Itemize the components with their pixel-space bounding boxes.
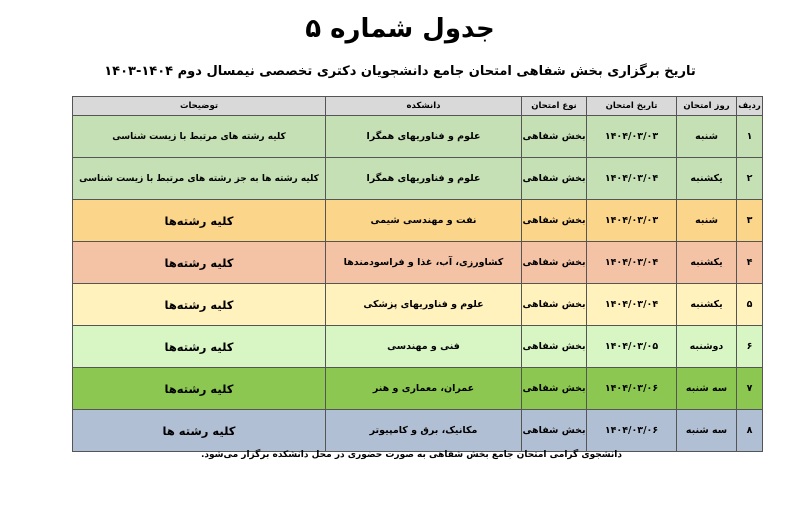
- cell-faculty: مکانیک، برق و کامپیوتر: [326, 410, 522, 452]
- cell-type: بخش شفاهی: [522, 158, 587, 200]
- cell-day: یکشنبه: [677, 158, 737, 200]
- cell-type: بخش شفاهی: [522, 284, 587, 326]
- cell-type: بخش شفاهی: [522, 200, 587, 242]
- table-row: [73, 410, 763, 452]
- cell-faculty: علوم و فناوریهای همگرا: [326, 158, 522, 200]
- table-row: [73, 242, 763, 284]
- cell-day: یکشنبه: [677, 284, 737, 326]
- table-row: [73, 368, 763, 410]
- cell-row-number: ۶: [737, 326, 763, 368]
- cell-row-number: ۲: [737, 158, 763, 200]
- cell-faculty: علوم و فناوریهای پزشکی: [326, 284, 522, 326]
- header-faculty: دانشکده: [326, 97, 522, 116]
- table-header-row: [73, 97, 763, 116]
- cell-row-number: ۱: [737, 116, 763, 158]
- table-row: [73, 326, 763, 368]
- cell-type: بخش شفاهی: [522, 242, 587, 284]
- cell-faculty: عمران، معماری و هنر: [326, 368, 522, 410]
- page-subtitle: تاریخ برگزاری بخش شفاهی امتحان جامع دانشجویان دکتری تخصصی نیمسال دوم ۱۴۰۴-۱۴۰۳: [104, 64, 696, 79]
- cell-date: ۱۴۰۴/۰۳/۰۴: [587, 242, 677, 284]
- cell-date: ۱۴۰۴/۰۳/۰۵: [587, 326, 677, 368]
- cell-row-number: ۷: [737, 368, 763, 410]
- cell-type: بخش شفاهی: [522, 116, 587, 158]
- header-date: تاریخ امتحان: [587, 97, 677, 116]
- cell-row-number: ۴: [737, 242, 763, 284]
- footnote: دانشجوی گرامی امتحان جامع بخش شفاهی به صورت حضوری در محل دانشکده برگزار می‌شود.: [200, 450, 622, 460]
- header-day: روز امتحان: [677, 97, 737, 116]
- cell-day: سه شنبه: [677, 368, 737, 410]
- cell-date: ۱۴۰۴/۰۳/۰۶: [587, 410, 677, 452]
- cell-notes: کلیه رشته‌ها: [73, 242, 326, 284]
- header-type: نوع امتحان: [522, 97, 587, 116]
- table-row: [73, 158, 763, 200]
- cell-faculty: کشاورزی، آب، غذا و فراسودمندها: [326, 242, 522, 284]
- table-row: [73, 116, 763, 158]
- cell-day: دوشنبه: [677, 326, 737, 368]
- cell-notes: کلیه رشته‌ها: [73, 200, 326, 242]
- table-row: [73, 284, 763, 326]
- cell-row-number: ۸: [737, 410, 763, 452]
- cell-notes: کلیه رشته‌ها: [73, 326, 326, 368]
- header-notes: توضیحات: [73, 97, 326, 116]
- cell-day: شنبه: [677, 200, 737, 242]
- cell-faculty: نفت و مهندسی شیمی: [326, 200, 522, 242]
- cell-day: شنبه: [677, 116, 737, 158]
- cell-notes: کلیه رشته‌ها: [73, 368, 326, 410]
- cell-notes: کلیه رشته ها: [73, 410, 326, 452]
- cell-type: بخش شفاهی: [522, 410, 587, 452]
- cell-day: سه شنبه: [677, 410, 737, 452]
- cell-row-number: ۵: [737, 284, 763, 326]
- cell-date: ۱۴۰۴/۰۳/۰۳: [587, 200, 677, 242]
- cell-faculty: علوم و فناوریهای همگرا: [326, 116, 522, 158]
- cell-date: ۱۴۰۴/۰۳/۰۶: [587, 368, 677, 410]
- cell-date: ۱۴۰۴/۰۳/۰۳: [587, 116, 677, 158]
- cell-faculty: فنی و مهندسی: [326, 326, 522, 368]
- cell-type: بخش شفاهی: [522, 326, 587, 368]
- cell-date: ۱۴۰۴/۰۳/۰۴: [587, 158, 677, 200]
- cell-notes: کلیه رشته‌ها: [73, 284, 326, 326]
- cell-notes: کلیه رشته ها به جز رشته های مرتبط با زیست شناسی: [73, 158, 326, 200]
- exam-schedule-table: [72, 96, 763, 452]
- page-title: جدول شماره ۵: [305, 14, 495, 44]
- table-row: [73, 200, 763, 242]
- cell-day: یکشنبه: [677, 242, 737, 284]
- cell-notes: کلیه رشته های مرتبط با زیست شناسی: [73, 116, 326, 158]
- cell-row-number: ۳: [737, 200, 763, 242]
- cell-type: بخش شفاهی: [522, 368, 587, 410]
- cell-date: ۱۴۰۴/۰۳/۰۴: [587, 284, 677, 326]
- header-row-number: ردیف: [737, 97, 763, 116]
